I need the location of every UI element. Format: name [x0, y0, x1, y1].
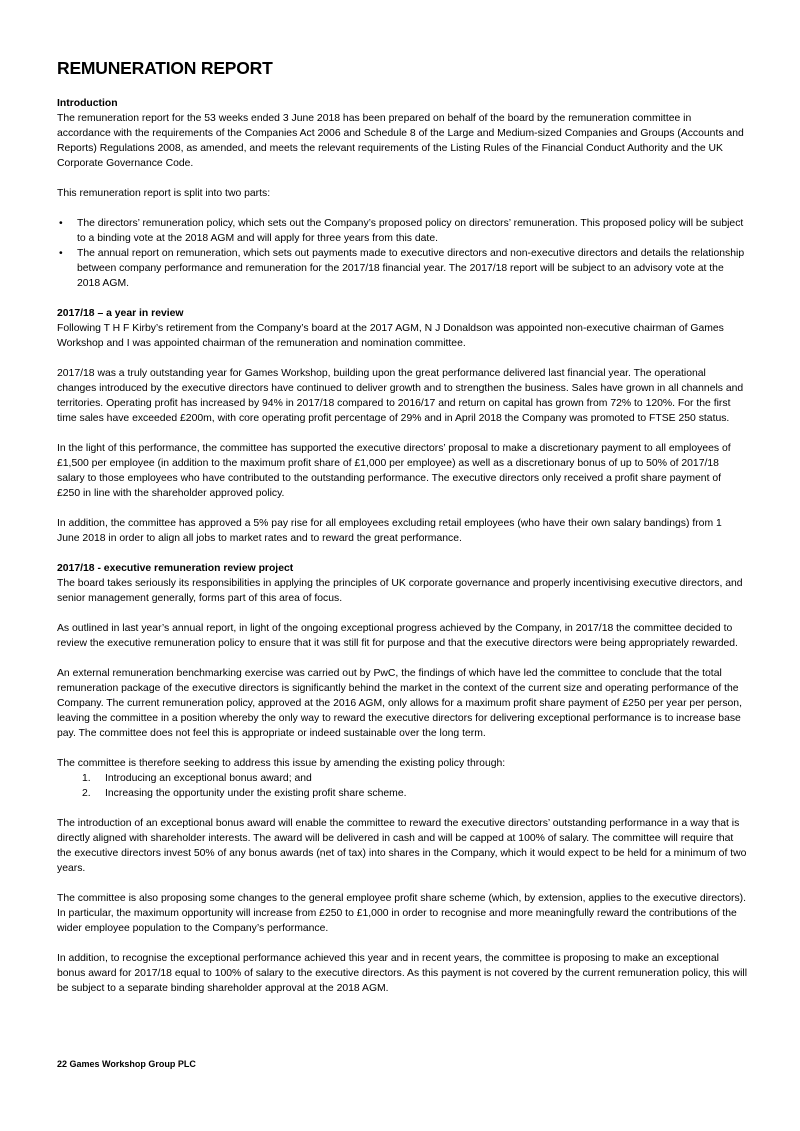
list-item-text: Increasing the opportunity under the existing profit share scheme.: [105, 788, 407, 799]
list-item: [57, 216, 747, 246]
paragraph: The committee is therefore seeking to address this issue by amending the existing policy through:: [57, 758, 506, 769]
list-number: 2.: [82, 788, 91, 799]
page-footer: 22 Games Workshop Group PLC: [57, 1059, 196, 1069]
bullet-icon: •: [59, 218, 63, 229]
paragraph: In the light of this performance, the committee has supported the executive directors’ proposal to make a discretionary payment to all employees of £1,500 per employee (in addition to the maximum profit share of £1,000 per employee) as well as a discretionary bonus of up to 50% of 2017/18 salary to those employees who have contributed to the outstanding performance. The executive directors only received a profit share payment of £250 in line with the shareholder approved policy.: [57, 443, 731, 499]
paragraph: The committee is also proposing some changes to the general employee profit share scheme (which, by extension, applies to the executive directors). In particular, the maximum opportunity will increase from £250 to £1,000 in order to recognise and more meaningfully reward the contributions of the wider employee population to the Company’s performance.: [57, 893, 747, 934]
paragraph: The remuneration report for the 53 weeks ended 3 June 2018 has been prepared on behalf of the board by the remuneration committee in accordance with the requirements of the Companies Act 2006 and Schedule 8 of the Large and Medium-sized Companies and Groups (Accounts and Reports) Regulations 2008, as amended, and meets the relevant requirements of the Listing Rules of the Financial Conduct Authority and the UK Corporate Governance Code.: [57, 113, 744, 169]
list-number: 1.: [82, 773, 91, 784]
bullet-icon: •: [59, 248, 63, 259]
section-introduction: [57, 96, 747, 291]
paragraph: This remuneration report is split into two parts:: [57, 188, 271, 199]
section-heading-year-in-review: 2017/18 – a year in review: [57, 308, 184, 319]
list-item: [57, 246, 747, 291]
page-title: REMUNERATION REPORT: [57, 58, 273, 78]
paragraph: As outlined in last year’s annual report, in light of the ongoing exceptional progress achieved by the Company, in 2017/18 the committee decided to review the executive remuneration policy to ensure that it was still fit for purpose and that the executive directors were being appropriately rewarded.: [57, 623, 738, 649]
section-year-in-review: [57, 306, 747, 546]
list-item: [57, 786, 747, 801]
paragraph: In addition, the committee has approved a 5% pay rise for all employees excluding retail employees (who have their own salary bandings) from 1 June 2018 in order to align all jobs to market rates and to reward the great performance.: [57, 518, 722, 544]
section-heading-introduction: Introduction: [57, 98, 118, 109]
paragraph: 2017/18 was a truly outstanding year for Games Workshop, building upon the great performance delivered last financial year. The operational changes introduced by the executive directors have continued to deliver growth and to strengthen the business. Sales have grown in all channels and territories. Operating profit has increased by 94% in 2017/18 compared to 2016/17 and return on capital has grown from 72% to 120%. For the first time sales have exceeded £200m, with core operating profit percentage of 29% and in April 2018 the Company was promoted to FTSE 250 status.: [57, 368, 744, 424]
list-item-text: The directors’ remuneration policy, which sets out the Company’s proposed policy on directors’ remuneration. This proposed policy will be subject to a binding vote at the 2018 AGM and will apply for three years from this date.: [77, 218, 744, 244]
list-item: [57, 771, 747, 786]
list-item-text: The annual report on remuneration, which sets out payments made to executive directors and non-executive directors and details the relationship between company performance and remuneration for the 2017/18 financial year. The 2017/18 report will be subject to an advisory vote at the 2018 AGM.: [77, 248, 745, 289]
paragraph: In addition, to recognise the exceptional performance achieved this year and in recent years, the committee is proposing to make an exceptional bonus award for 2017/18 equal to 100% of salary to the executive directors. As this payment is not covered by the current remuneration policy, this will be subject to a separate binding shareholder approval at the 2018 AGM.: [57, 953, 747, 994]
paragraph: The board takes seriously its responsibilities in applying the principles of UK corporate governance and properly incentivising executive directors, and senior management generally, forms part of this area of focus.: [57, 578, 743, 604]
paragraph: The introduction of an exceptional bonus award will enable the committee to reward the executive directors’ outstanding performance in a way that is directly aligned with shareholder interests. The award will be delivered in cash and will be capped at 100% of salary. The committee will require that the executive directors invest 50% of any bonus awards (net of tax) into shares in the Company, which it would expect to be held for a minimum of two years.: [57, 818, 747, 874]
bullet-list: [57, 216, 747, 291]
list-item-text: Introducing an exceptional bonus award; and: [105, 773, 312, 784]
paragraph: An external remuneration benchmarking exercise was carried out by PwC, the findings of which have led the committee to conclude that the total remuneration package of the executive directors is significantly behind the market in the context of the current size and operating performance of the Company. The current remuneration policy, approved at the 2016 AGM, only allows for a maximum profit share payment of £250 per year per person, leaving the committee in a position whereby the only way to reward the executive directors for delivering exceptional performance is to increase base pay. The committee does not feel this is appropriate or indeed sustainable over the long term.: [57, 668, 742, 739]
report-page: [57, 58, 747, 1011]
section-review-project: [57, 561, 747, 996]
numbered-list: [57, 771, 747, 801]
section-heading-review-project: 2017/18 - executive remuneration review project: [57, 563, 294, 574]
paragraph: Following T H F Kirby’s retirement from the Company’s board at the 2017 AGM, N J Donaldson was appointed non-executive chairman of Games Workshop and I was appointed chairman of the remuneration and nomination committee.: [57, 323, 724, 349]
